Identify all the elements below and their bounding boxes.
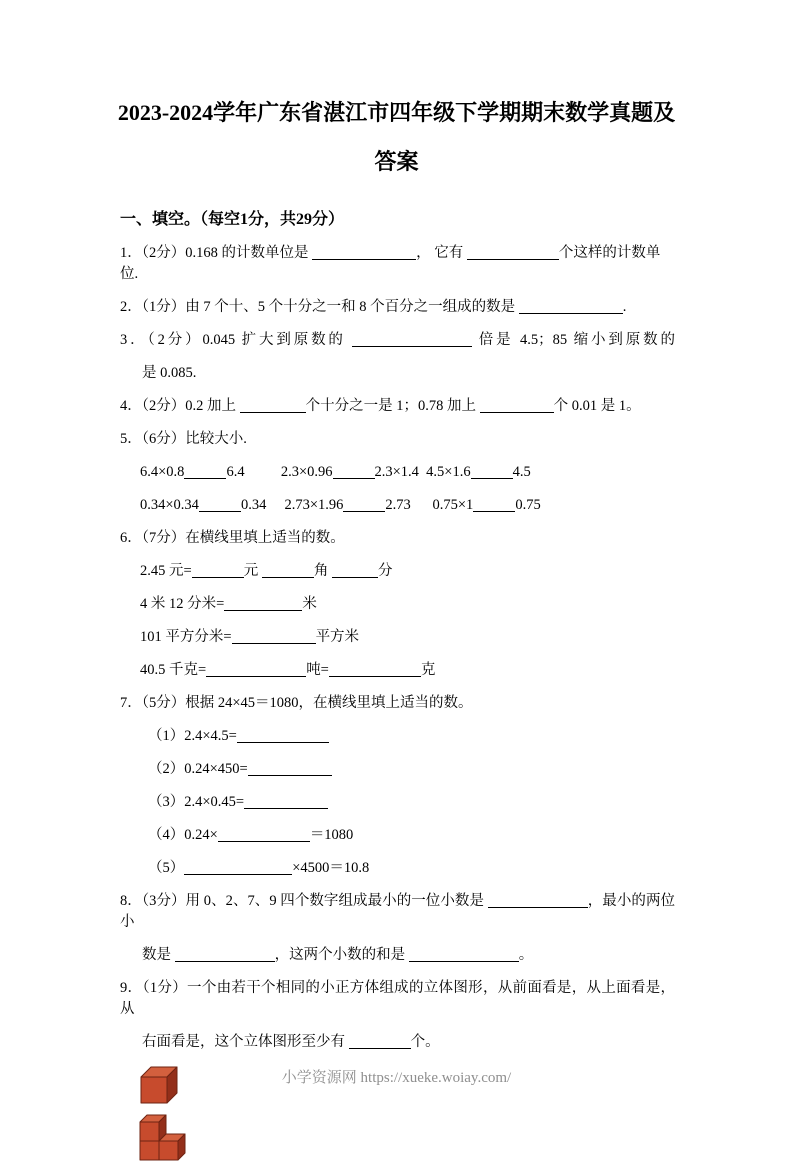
question-text: （1）2.4×4.5= (148, 728, 237, 744)
question-text: 倍是 4.5；85 缩小到原数的 (472, 332, 676, 348)
question-text: 9．（1分）一个由若干个相同的小正方体组成的立体图形，从前面看是，从上面看是，从 (120, 980, 675, 1017)
question-text: 个十分之一是 1；0.78 加上 (305, 398, 480, 414)
answer-blank (184, 465, 226, 480)
answer-blank (232, 630, 316, 645)
answer-blank (175, 948, 275, 963)
answer-blank (349, 1035, 411, 1050)
question-text: 分 (377, 563, 393, 579)
question-text: 8．（3分）用 0、2、7、9 四个数字组成最小的一位小数是 (120, 893, 488, 909)
question-text: 米 (302, 596, 317, 612)
question-6-line (120, 528, 675, 549)
answer-blank (218, 828, 310, 843)
question-text: 2.3×1.4 4.5×1.6 (374, 464, 471, 480)
question-text: （4）0.24× (148, 827, 218, 843)
document-content (120, 206, 675, 1162)
answer-blank (329, 663, 421, 678)
question-7-line (120, 858, 675, 879)
answer-blank (467, 246, 559, 261)
answer-blank (312, 246, 416, 261)
question-3-line (120, 330, 675, 351)
question-6-line (120, 594, 675, 615)
question-text: 2．（1分）由 7 个十、5 个十分之一和 8 个百分之一组成的数是 (120, 299, 519, 315)
question-text: 1．（2分）0.168 的计数单位是 (120, 245, 313, 261)
document-title-line2: 答案 (374, 149, 419, 174)
l-shape-cubes-image (138, 1113, 188, 1162)
question-3-line (120, 363, 675, 384)
question-text: 5．（6分）比较大小. (120, 431, 247, 447)
answer-blank (409, 948, 519, 963)
answer-blank (473, 498, 515, 513)
question-7-line (120, 726, 675, 747)
bottom-right-cube-front-face (159, 1141, 178, 1160)
question-text: 3．（2分）0.045 扩大到原数的 (120, 332, 353, 348)
question-text: （2）0.24×450= (148, 761, 248, 777)
document-title-line1: 2023-2024学年广东省湛江市四年级下学期期末数学真题及 (117, 100, 676, 125)
question-text: （5） (148, 860, 185, 876)
question-text: 数是 (142, 947, 175, 963)
question-text: 0.34×0.34 (140, 497, 199, 513)
question-text: 101 平方分米= (140, 629, 232, 645)
question-7-line (120, 759, 675, 780)
answer-blank (333, 465, 375, 480)
question-5-line (120, 462, 675, 483)
question-text: 个 0.01 是 1。 (553, 398, 641, 414)
answer-blank (332, 564, 378, 579)
question-text: 。 (518, 947, 534, 963)
answer-blank (237, 729, 329, 744)
question-text: （3）2.4×0.45= (148, 794, 245, 810)
question-text: ，这两个小数的和是 (274, 947, 409, 963)
question-text: 克 (420, 662, 436, 678)
answer-blank (480, 399, 554, 414)
answer-blank (519, 300, 623, 315)
question-1-line (120, 243, 675, 285)
question-5-line (120, 495, 675, 516)
question-list (120, 243, 675, 1053)
question-5-line (120, 429, 675, 450)
answer-blank (206, 663, 306, 678)
answer-blank (262, 564, 314, 579)
answer-blank (184, 861, 292, 876)
question-text: 2.45 元= (140, 563, 192, 579)
answer-blank (224, 597, 302, 612)
question-9-line (120, 978, 675, 1020)
question-text: 右面看是，这个立体图形至少有 (142, 1034, 349, 1050)
question-text: 6.4 2.3×0.96 (226, 464, 333, 480)
question-8-line (120, 891, 675, 933)
question-text: . (622, 299, 627, 315)
l-shape-cubes-figure (138, 1113, 675, 1162)
answer-blank (199, 498, 241, 513)
bottom-left-cube-front-face (140, 1141, 159, 1160)
question-6-line (120, 561, 675, 582)
footer-watermark: 小学资源网 https://xueke.woiay.com/ (281, 1070, 512, 1086)
question-text: 平方米 (315, 629, 360, 645)
answer-blank (471, 465, 513, 480)
answer-blank (488, 894, 588, 909)
section-header: 一、填空。（每空1分，共29分） (120, 211, 345, 228)
top-cube-front-face (140, 1122, 159, 1141)
question-6-line (120, 627, 675, 648)
question-text: ＝1080 (309, 827, 354, 843)
answer-blank (343, 498, 385, 513)
question-7-line (120, 693, 675, 714)
question-text: ，最小的两位小 (120, 893, 675, 930)
question-text: 4．（2分）0.2 加上 (120, 398, 240, 414)
question-text: 元 (243, 563, 262, 579)
question-text: 40.5 千克= (140, 662, 207, 678)
question-text: 2.73 0.75×1 (385, 497, 474, 513)
answer-blank (244, 795, 328, 810)
question-6-line (120, 660, 675, 681)
question-9-line (120, 1032, 675, 1053)
question-text: 个。 (410, 1034, 440, 1050)
question-text: 6.4×0.8 (140, 464, 185, 480)
question-2-line (120, 297, 675, 318)
answer-blank (192, 564, 244, 579)
question-text: 6．（7分）在横线里填上适当的数。 (120, 530, 345, 546)
question-7-line (120, 825, 675, 846)
answer-blank (352, 333, 472, 348)
question-text: 角 (313, 563, 332, 579)
question-8-line (120, 945, 675, 966)
question-text: ×4500＝10.8 (292, 860, 370, 876)
question-text: 个这样的计数单位. (120, 245, 661, 282)
question-7-line (120, 792, 675, 813)
answer-blank (240, 399, 306, 414)
question-text: 吨= (306, 662, 329, 678)
document-title (0, 88, 793, 186)
question-text: 7．（5分）根据 24×45＝1080，在横线里填上适当的数。 (120, 695, 473, 711)
question-4-line (120, 396, 675, 417)
question-text: 是 0.085. (142, 365, 197, 381)
question-text: 4 米 12 分米= (140, 596, 225, 612)
question-text: ， 它有 (416, 245, 467, 261)
question-text: 0.34 2.73×1.96 (240, 497, 344, 513)
answer-blank (248, 762, 332, 777)
question-text: 0.75 (515, 497, 541, 513)
question-text: 4.5 (512, 464, 531, 480)
